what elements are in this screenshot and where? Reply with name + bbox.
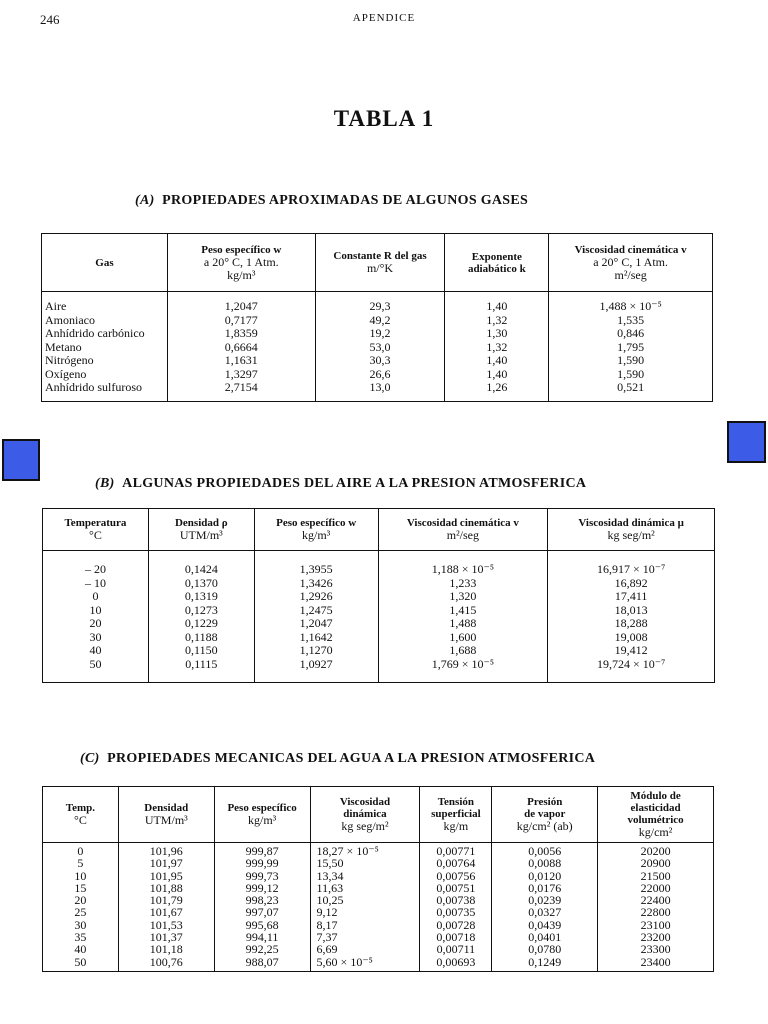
col-header-gas: Gas bbox=[42, 234, 168, 292]
col-gas-constant bbox=[315, 292, 445, 402]
table-cell: 0,0439 bbox=[528, 917, 562, 932]
table-cell: 30,3 bbox=[369, 353, 391, 367]
table-cell: 1,8359 bbox=[224, 326, 258, 340]
table-cell: 0,521 bbox=[617, 380, 645, 394]
table-cell: 1,26 bbox=[486, 380, 508, 394]
table-cell: 0,1150 bbox=[185, 643, 218, 657]
col-density bbox=[118, 843, 214, 972]
table-cell: 1,2047 bbox=[299, 616, 333, 630]
table-cell: 1,535 bbox=[617, 312, 645, 327]
table-cell: 999,87 bbox=[245, 844, 279, 858]
table-cell: 22800 bbox=[640, 905, 671, 920]
table-cell: 1,32 bbox=[486, 312, 508, 327]
table-cell: 1,233 bbox=[449, 575, 477, 590]
table-cell: 999,99 bbox=[245, 856, 279, 871]
table-cell: 18,013 bbox=[614, 602, 648, 617]
table-cell: 8,17 bbox=[316, 917, 338, 932]
table-cell: 101,18 bbox=[149, 942, 183, 957]
section-c-letter: (C) bbox=[80, 751, 100, 766]
col-header-adiabatic-exponent: Exponente adiabático k bbox=[445, 234, 549, 292]
table-cell: 22000 bbox=[640, 880, 671, 895]
table-cell: 0,00756 bbox=[436, 868, 476, 883]
table-cell: 53,0 bbox=[369, 339, 391, 354]
table-cell: Amoniaco bbox=[45, 312, 95, 327]
table-cell: 1,3297 bbox=[224, 366, 258, 381]
table-cell: 40 bbox=[74, 942, 87, 957]
col-density bbox=[148, 551, 254, 683]
table-title: TABLA 1 bbox=[333, 106, 435, 131]
col-specific-weight bbox=[254, 551, 378, 683]
table-cell: 0,1273 bbox=[184, 602, 218, 617]
col-dynamic-viscosity bbox=[548, 551, 715, 683]
table-cell: 11,63 bbox=[316, 880, 344, 895]
table-cell: 0,0120 bbox=[528, 868, 562, 883]
table-cell: 994,11 bbox=[245, 930, 279, 945]
table-cell: 20200 bbox=[640, 844, 671, 858]
col-header-dynamic-viscosity: Viscosidad dinámica μ kg seg/m² bbox=[548, 509, 715, 551]
table-cell: 1,1642 bbox=[299, 629, 333, 644]
table-cell: 21500 bbox=[640, 868, 671, 883]
table-cell: 1,0927 bbox=[299, 656, 333, 671]
table-cell: Anhídrido carbónico bbox=[45, 326, 145, 340]
table-cell: 101,96 bbox=[149, 844, 183, 858]
running-header: APENDICE bbox=[352, 12, 416, 24]
table-cell: 7,37 bbox=[316, 930, 338, 945]
table-cell: 101,37 bbox=[149, 930, 183, 945]
section-b-heading bbox=[95, 476, 586, 492]
table-cell: 1,40 bbox=[486, 299, 508, 313]
table-cell: 13,0 bbox=[369, 380, 391, 394]
col-kinematic-viscosity bbox=[549, 292, 713, 402]
table-cell: 18,27 × 10⁻⁵ bbox=[316, 844, 379, 858]
col-header-kinematic-viscosity: Viscosidad cinemática v a 20° C, 1 Atm. m²/seg bbox=[549, 234, 713, 292]
table-cell: 50 bbox=[74, 954, 87, 969]
table-cell: 13,34 bbox=[316, 868, 344, 883]
table-cell: Oxígeno bbox=[45, 366, 87, 381]
right-marker bbox=[727, 421, 766, 463]
table-cell: 1,3426 bbox=[299, 575, 333, 590]
col-header-specific-weight: Peso específico w kg/m³ bbox=[254, 509, 378, 551]
table-cell: 16,892 bbox=[614, 575, 648, 590]
table-cell: 0,1188 bbox=[185, 629, 218, 644]
table-cell: Anhídrido sulfuroso bbox=[45, 380, 142, 394]
col-header-specific-weight: Peso específico kg/m³ bbox=[214, 787, 310, 843]
col-header-kinematic-viscosity: Viscosidad cinemática v m²/seg bbox=[378, 509, 548, 551]
table-cell: 23400 bbox=[640, 954, 671, 969]
table-cell: 0,00718 bbox=[436, 930, 476, 945]
table-cell: 999,73 bbox=[245, 868, 279, 883]
table-cell: 19,008 bbox=[614, 629, 648, 644]
col-adiabatic-exponent bbox=[445, 292, 549, 402]
table-cell: 1,590 bbox=[617, 353, 645, 367]
table-cell: 0,6664 bbox=[224, 339, 258, 354]
left-marker bbox=[2, 439, 40, 481]
col-bulk-modulus bbox=[598, 843, 714, 972]
table-cell: 0,1229 bbox=[184, 616, 218, 630]
table-cell: 1,3955 bbox=[299, 562, 333, 576]
table-cell: 0,1370 bbox=[184, 575, 218, 590]
table-cell: 1,30 bbox=[486, 326, 508, 340]
table-cell: 0 bbox=[92, 589, 99, 603]
table-cell: 0,0176 bbox=[528, 880, 562, 895]
air-properties-table bbox=[42, 508, 715, 683]
table-cell: 15,50 bbox=[316, 856, 344, 871]
table-cell: 0,00771 bbox=[436, 844, 476, 858]
col-kinematic-viscosity bbox=[378, 551, 548, 683]
section-a-heading bbox=[135, 193, 528, 209]
table-cell: 0,0401 bbox=[528, 930, 562, 945]
table-cell: 16,917 × 10⁻⁷ bbox=[596, 562, 666, 576]
col-dynamic-viscosity bbox=[310, 843, 420, 972]
table-cell: 10 bbox=[89, 602, 102, 617]
table-cell: 1,769 × 10⁻⁵ bbox=[431, 656, 495, 671]
section-a-title: PROPIEDADES APROXIMADAS DE ALGUNOS GASES bbox=[162, 193, 529, 208]
table-cell: 15 bbox=[74, 880, 87, 895]
table-cell: – 10 bbox=[84, 575, 106, 590]
col-temperature bbox=[43, 551, 149, 683]
water-properties-table bbox=[42, 786, 714, 972]
col-header-dynamic-viscosity: Viscosidad dinámica kg seg/m² bbox=[310, 787, 420, 843]
table-cell: 2,7154 bbox=[224, 380, 258, 394]
table-cell: 1,40 bbox=[486, 366, 508, 381]
table-cell: 17,411 bbox=[614, 589, 648, 603]
table-cell: 1,32 bbox=[486, 339, 508, 354]
table-cell: 0,00738 bbox=[436, 893, 476, 908]
table-cell: 0,0056 bbox=[528, 844, 562, 858]
table-cell: 995,68 bbox=[245, 917, 279, 932]
table-cell: 0 bbox=[77, 844, 84, 858]
table-cell: 1,188 × 10⁻⁵ bbox=[431, 562, 495, 576]
table-cell: 0,846 bbox=[617, 326, 645, 340]
table-cell: 0,1249 bbox=[528, 954, 562, 969]
table-cell: 0,00764 bbox=[436, 856, 476, 871]
table-cell: 1,415 bbox=[449, 602, 477, 617]
table-cell: 998,23 bbox=[245, 893, 279, 908]
table-cell: 1,795 bbox=[617, 339, 645, 354]
table-cell: 0,00693 bbox=[436, 954, 476, 969]
table-cell: 20 bbox=[89, 616, 102, 630]
table-cell: 0,1319 bbox=[184, 589, 218, 603]
section-a-letter: (A) bbox=[135, 193, 155, 208]
col-header-bulk-modulus: Módulo de elasticidad volumétrico kg/cm² bbox=[598, 787, 714, 843]
table-cell: 0,00728 bbox=[436, 917, 476, 932]
table-cell: 1,600 bbox=[449, 629, 477, 644]
table-cell: 19,2 bbox=[369, 326, 391, 340]
table-cell: – 20 bbox=[84, 562, 106, 576]
table-cell: 23100 bbox=[640, 917, 671, 932]
table-cell: 5,60 × 10⁻⁵ bbox=[316, 954, 373, 969]
table-cell: 5 bbox=[77, 856, 84, 871]
table-cell: 1,40 bbox=[486, 353, 508, 367]
col-header-temp: Temp. °C bbox=[43, 787, 119, 843]
table-cell: 35 bbox=[74, 930, 87, 945]
table-cell: 18,288 bbox=[614, 616, 648, 630]
table-cell: 0,00711 bbox=[436, 942, 476, 957]
col-header-gas-constant: Constante R del gas m/°K bbox=[315, 234, 445, 292]
table-cell: 101,97 bbox=[149, 856, 183, 871]
table-cell: 0,0780 bbox=[528, 942, 562, 957]
table-cell: 30 bbox=[74, 917, 87, 932]
section-b-title: ALGUNAS PROPIEDADES DEL AIRE A LA PRESION ATMOSFERICA bbox=[122, 476, 587, 491]
table-cell: 1,2047 bbox=[224, 299, 258, 313]
table-cell: 0,00735 bbox=[436, 905, 476, 920]
col-header-density: Densidad ρ UTM/m³ bbox=[148, 509, 254, 551]
table-cell: 26,6 bbox=[369, 366, 391, 381]
col-specific-weight bbox=[167, 292, 315, 402]
table-cell: 40 bbox=[89, 643, 102, 657]
table-cell: 22400 bbox=[640, 893, 671, 908]
table-cell: 23200 bbox=[640, 930, 671, 945]
table-cell: 29,3 bbox=[369, 299, 391, 313]
col-vapor-pressure bbox=[492, 843, 598, 972]
table-cell: 1,590 bbox=[617, 366, 645, 381]
table-cell: 1,320 bbox=[449, 589, 477, 603]
table-cell: 6,69 bbox=[316, 942, 338, 957]
table-cell: 101,95 bbox=[149, 868, 183, 883]
table-cell: 999,12 bbox=[245, 880, 279, 895]
table-cell: 101,53 bbox=[149, 917, 183, 932]
col-specific-weight bbox=[214, 843, 310, 972]
table-cell: 20 bbox=[74, 893, 87, 908]
table-cell: 1,488 bbox=[449, 616, 477, 630]
table-cell: 23300 bbox=[640, 942, 671, 957]
col-surface-tension bbox=[420, 843, 492, 972]
col-gas bbox=[42, 292, 168, 402]
col-header-surface-tension: Tensión superficial kg/m bbox=[420, 787, 492, 843]
table-cell: 997,07 bbox=[245, 905, 279, 920]
table-cell: 19,724 × 10⁻⁷ bbox=[596, 656, 666, 671]
col-header-temperature: Temperatura °C bbox=[43, 509, 149, 551]
table-cell: 49,2 bbox=[369, 312, 391, 327]
table-cell: 1,1270 bbox=[299, 643, 333, 657]
table-cell: 19,412 bbox=[614, 643, 648, 657]
table-cell: 10 bbox=[74, 868, 87, 883]
table-cell: 0,0088 bbox=[528, 856, 562, 871]
table-cell: 988,07 bbox=[245, 954, 279, 969]
table-cell: 101,79 bbox=[149, 893, 183, 908]
table-cell: 1,488 × 10⁻⁵ bbox=[599, 299, 662, 313]
table-cell: 101,88 bbox=[149, 880, 183, 895]
col-header-specific-weight: Peso específico w a 20° C, 1 Atm. kg/m³ bbox=[167, 234, 315, 292]
table-cell: 0,00751 bbox=[436, 880, 476, 895]
section-b-letter: (B) bbox=[95, 476, 115, 491]
table-cell: 0,0239 bbox=[528, 893, 562, 908]
col-header-vapor-pressure: Presión de vapor kg/cm² (ab) bbox=[492, 787, 598, 843]
table-cell: 101,67 bbox=[149, 905, 183, 920]
table-cell: 20900 bbox=[640, 856, 671, 871]
table-cell: Nitrógeno bbox=[45, 353, 94, 367]
table-cell: 1,1631 bbox=[224, 353, 258, 367]
table-cell: 100,76 bbox=[149, 954, 183, 969]
table-cell: 50 bbox=[89, 656, 102, 671]
table-cell: 0,7177 bbox=[224, 312, 258, 327]
table-cell: 1,2475 bbox=[299, 602, 333, 617]
table-cell: 1,688 bbox=[449, 643, 477, 657]
table-cell: 992,25 bbox=[245, 942, 279, 957]
gases-table bbox=[41, 233, 713, 402]
col-header-density: Densidad UTM/m³ bbox=[118, 787, 214, 843]
table-cell: 10,25 bbox=[316, 893, 344, 908]
table-cell: 0,0327 bbox=[528, 905, 562, 920]
table-cell: 9,12 bbox=[316, 905, 338, 920]
section-c-title: PROPIEDADES MECANICAS DEL AGUA A LA PRESION ATMOSFERICA bbox=[107, 751, 596, 766]
table-cell: Aire bbox=[45, 299, 67, 313]
table-cell: 0,1424 bbox=[184, 562, 218, 576]
table-cell: Metano bbox=[45, 339, 82, 354]
table-cell: 30 bbox=[89, 629, 102, 644]
table-cell: 25 bbox=[74, 905, 87, 920]
table-cell: 0,1115 bbox=[185, 656, 218, 671]
table-cell: 1,2926 bbox=[299, 589, 333, 603]
page-number: 246 bbox=[40, 12, 60, 27]
col-temp bbox=[43, 843, 119, 972]
section-c-heading bbox=[80, 751, 595, 767]
